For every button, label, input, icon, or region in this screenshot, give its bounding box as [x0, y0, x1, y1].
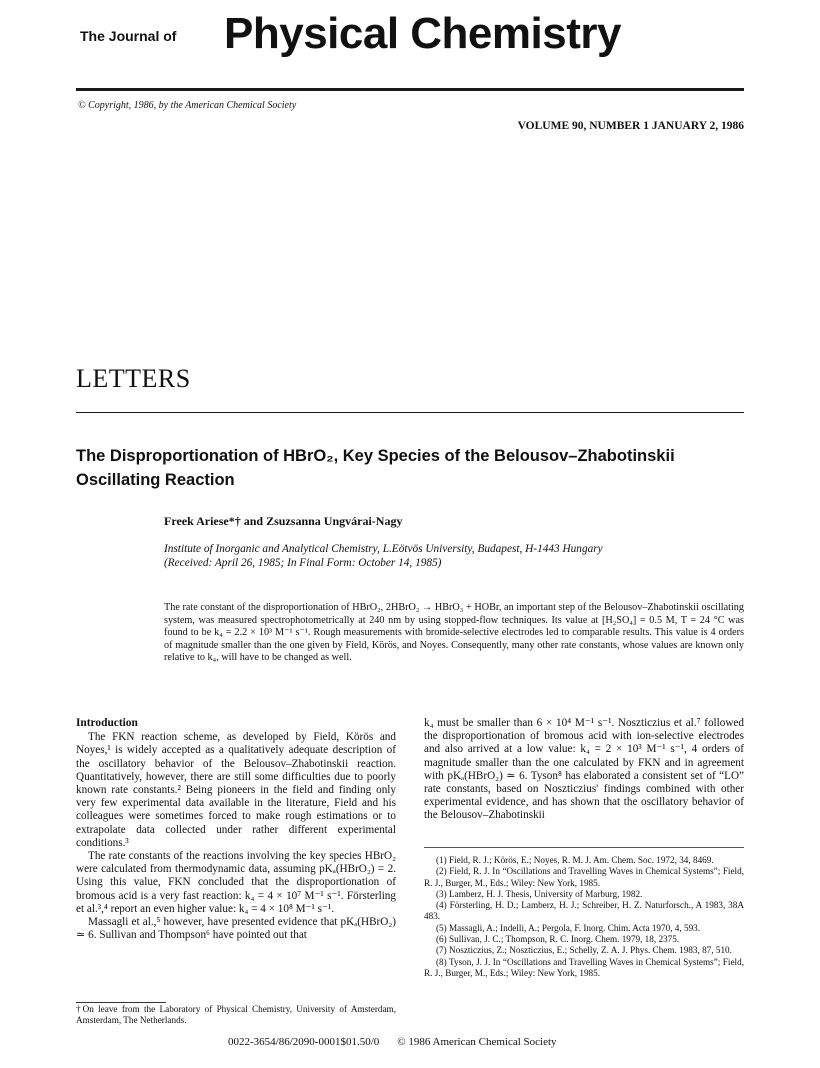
reference-item: (7) Noszticzius, Z.; Noszticzius, E.; Schelly, Z. A. J. Phys. Chem. 1983, 87, 510.	[436, 945, 732, 956]
footnote-rule	[76, 1002, 166, 1003]
reference-item: (2) Field, R. J. In “Oscillations and Travelling Waves in Chemical Systems”; Field, R. J., Burger, M., Eds.; Wiley: New York, 1985.	[424, 866, 744, 888]
body-paragraph: The FKN reaction scheme, as developed by Field, Körös and Noyes,¹ is widely accepted as a qualitatively adequate description of the oscillatory behavior of the Belousov–Zhabotinskii reaction. Quantitatively, however, there are still some difficulties due to poorly known rate constants.² Being pioneers in the field and finding only very few experimental data available in the literature, Field and his colleagues were sometimes forced to make rough estimations or to extrapolate data collected under rather different experimental conditions.³	[76, 731, 396, 849]
section-label: LETTERS	[76, 364, 191, 393]
reference-item: (5) Massagli, A.; Indelli, A.; Pergola, F. Inorg. Chim. Acta 1970, 4, 593.	[436, 922, 701, 933]
copyright-line: © Copyright, 1986, by the American Chemical Society	[78, 100, 297, 111]
body-paragraph: Massagli et al.,⁵ however, have presented evidence that pKₐ(HBrO₂) ≃ 6. Sullivan and Thompson⁶ have pointed out that	[76, 916, 396, 942]
society-copyright: © 1986 American Chemical Society	[397, 1036, 557, 1048]
article-title: The Disproportionation of HBrO₂, Key Species of the Belousov–Zhabotinskii Oscillating Reaction	[76, 447, 675, 489]
page-footer	[228, 1036, 557, 1048]
article-authors: Freek Ariese*† and Zsuzsanna Ungvárai-Nagy	[164, 514, 403, 528]
journal-name: Physical Chemistry	[224, 9, 621, 58]
volume-issue-date: VOLUME 90, NUMBER 1 JANUARY 2, 1986	[517, 120, 744, 132]
masthead-rule	[76, 88, 744, 91]
reference-item: (3) Lamberz, H. J. Thesis, University of Marburg, 1982.	[436, 888, 643, 899]
body-paragraph: k₄ must be smaller than 6 × 10⁴ M⁻¹ s⁻¹. Noszticzius et al.⁷ followed the disproportionation of bromous acid with ion-selective electrodes and also arrived at a low value: k₄ = 2 × 10³ M⁻¹ s⁻¹, 4 orders of magnitude smaller than the one calculated by FKN and in agreement with pKₐ(HBrO₂) ≃ 6. Tyson⁸ has elaborated a consistent set of “LO” rate constants, based on Noszticzius' findings combined with other experimental evidence, and has shown that the oscillatory behavior of the Belousov–Zhabotinskii	[424, 717, 744, 822]
article-code: 0022-3654/86/2090-0001$01.50/0	[228, 1036, 380, 1048]
body-paragraph: The rate constants of the reactions involving the key species HBrO₂ were calculated from thermodynamic data, assuming pKₐ(HBrO₂) = 2. Using this value, FKN concluded that the disproportionation of bromous acid is a very fast reaction: k₄ = 4 × 10⁷ M⁻¹ s⁻¹. Försterling et al.³,⁴ report an even higher value: k₄ = 4 × 10⁸ M⁻¹ s⁻¹.	[76, 850, 396, 915]
received-dates: (Received: April 26, 1985; In Final Form: October 14, 1985)	[164, 557, 442, 569]
reference-item: (8) Tyson, J. J. In “Oscillations and Travelling Waves in Chemical Systems”; Field, R. J., Burger, M., Eds.; Wiley: New York, 1985.	[424, 956, 744, 978]
body-column-left	[76, 717, 396, 942]
reference-item: (4) Försterling, H. D.; Lamberz, H. J.; Schreiber, H. Z. Naturforsch., A 1983, 38A 483.	[424, 900, 744, 922]
abstract: The rate constant of the disproportionation of HBrO₂, 2HBrO₂ → HBrO₃ + HOBr, an important step of the Belousov–Zhabotinskii oscillating system, was measured spectrophotometrically at 240 nm by using stopped-flow techniques. Its value at [H₂SO₄] = 0.5 M, T = 24 °C was found to be k₄ = 2.2 × 10³ M⁻¹ s⁻¹. Rough measurements with bromide-selective electrodes led to comparable results. This value is 4 orders of magnitude smaller than the one given by Field, Körös, and Noyes. Consequently, many other rate constants, whose values are known only relative to k₄, will have to be changed as well.	[164, 602, 744, 664]
reference-item: (6) Sullivan, J. C.; Thompson, R. C. Inorg. Chem. 1979, 18, 2375.	[436, 934, 680, 945]
references-rule	[424, 847, 744, 848]
journal-name-prefix: The Journal of	[80, 28, 177, 44]
body-column-right	[424, 717, 744, 823]
author-affiliation-block	[164, 542, 724, 570]
author-footnote: †On leave from the Laboratory of Physical Chemistry, University of Amsterdam, Amsterdam, The Netherlands.	[76, 1004, 396, 1026]
affiliation: Institute of Inorganic and Analytical Chemistry, L.Eötvös University, Budapest, H-1443 Hungary	[164, 543, 603, 555]
reference-item: (1) Field, R. J.; Körös, E.; Noyes, R. M. J. Am. Chem. Soc. 1972, 34, 8469.	[436, 855, 714, 865]
section-rule	[76, 412, 744, 413]
section-heading-introduction: Introduction	[76, 717, 138, 729]
references-list	[424, 855, 744, 979]
